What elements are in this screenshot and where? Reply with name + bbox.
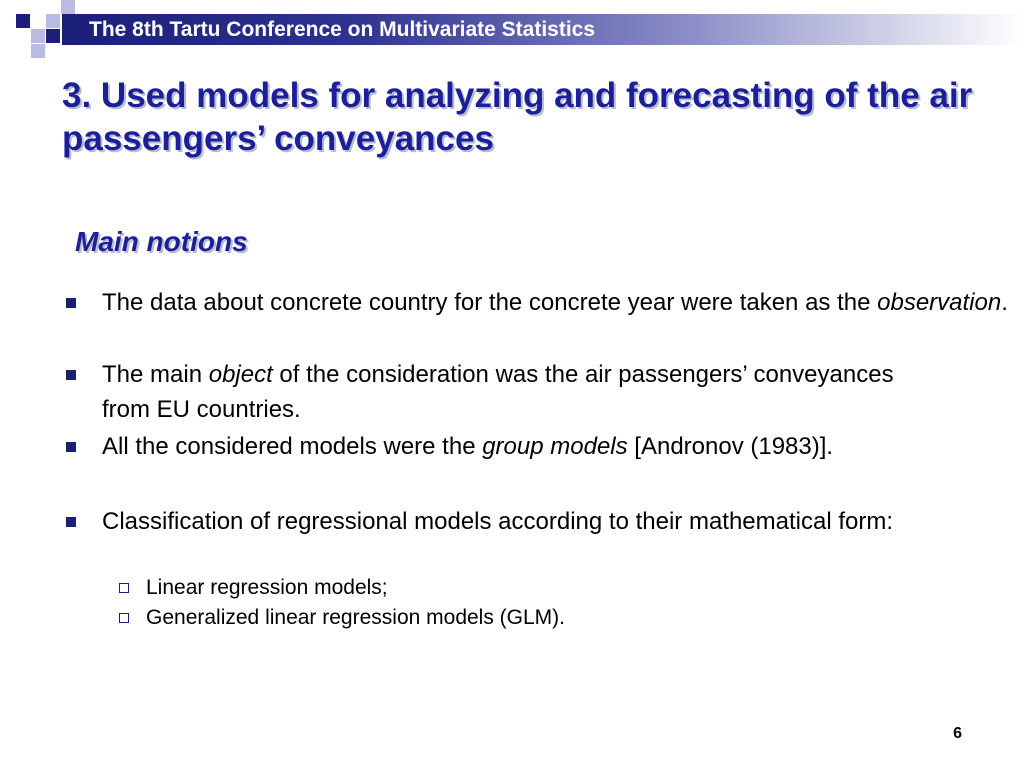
bullet-text: Classification of regressional models according to their mathematical form: <box>102 508 894 535</box>
bullet-text: . <box>1001 289 1008 316</box>
page-number: 6 <box>953 725 962 742</box>
conference-title: The 8th Tartu Conference on Multivariate Statistics <box>89 18 596 41</box>
square-bullet-icon <box>66 298 76 308</box>
sub-bullet-text: Linear regression models; <box>146 576 388 599</box>
bullet-text: All the considered models were the <box>102 433 483 460</box>
decor-square <box>46 29 60 43</box>
bullet-text: The data about concrete country for the concrete year were taken as the <box>102 289 878 316</box>
bullet-text: The main <box>102 361 209 388</box>
bullet-item <box>102 504 982 539</box>
square-bullet-icon <box>66 442 76 452</box>
bullet-item <box>102 285 1014 320</box>
sub-bullet-text: Generalized linear regression models (GLM). <box>146 606 566 629</box>
square-bullet-icon <box>66 370 76 380</box>
decor-square <box>46 14 60 28</box>
hollow-square-bullet-icon <box>119 613 129 623</box>
sub-bullet-item <box>146 603 1006 633</box>
section-heading: Main notions <box>75 226 248 257</box>
bullet-emphasis: object <box>208 361 273 388</box>
slide-title: 3. Used models for analyzing and forecasting of the air passengers’ conveyances <box>62 76 973 158</box>
bullet-item <box>102 357 902 427</box>
decor-square <box>61 0 75 14</box>
sub-bullet-item <box>146 573 1006 603</box>
bullet-text: of the consideration was the air passengers’ conveyances from EU countries. <box>102 361 894 423</box>
square-bullet-icon <box>66 517 76 527</box>
decor-square <box>31 44 45 58</box>
bullet-text: [Andronov (1983)]. <box>627 433 834 460</box>
hollow-square-bullet-icon <box>119 583 129 593</box>
decor-square <box>31 29 45 43</box>
bullet-emphasis: group models <box>482 433 628 460</box>
bullet-item <box>102 429 1014 464</box>
bullet-emphasis: observation <box>877 289 1002 316</box>
decor-square <box>16 14 30 28</box>
